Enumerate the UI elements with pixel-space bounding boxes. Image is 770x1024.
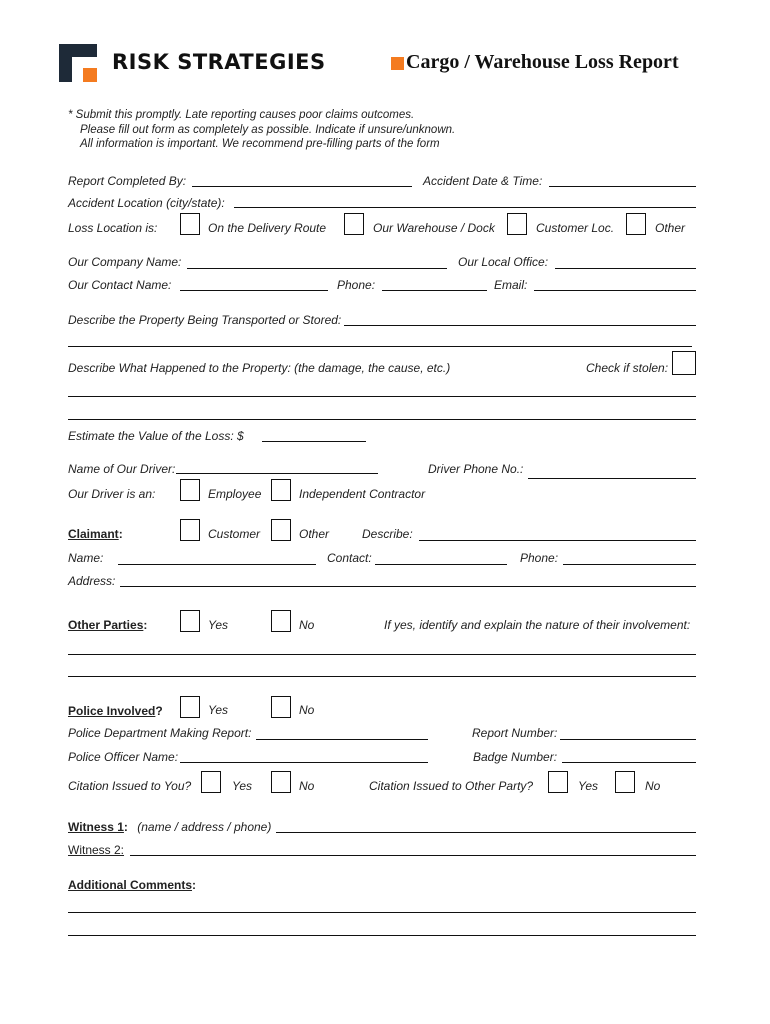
police-no-label: No <box>299 703 315 717</box>
what-happened-field-2[interactable] <box>68 419 696 420</box>
title-accent-square-icon <box>391 57 404 70</box>
independent-contractor-checkbox[interactable] <box>271 479 291 501</box>
local-office-field[interactable] <box>555 268 696 269</box>
police-involved-heading-q: ? <box>155 704 163 718</box>
citation-other-yes-checkbox[interactable] <box>548 771 568 793</box>
customer-loc-label: Customer Loc. <box>536 221 615 235</box>
risk-strategies-logo-icon <box>59 44 97 82</box>
witness1-hint: (name / address / phone) <box>137 820 272 834</box>
estimate-value-label: Estimate the Value of the Loss: $ <box>68 429 244 443</box>
claimant-phone-field[interactable] <box>563 564 696 565</box>
additional-comments-field-2[interactable] <box>68 935 696 936</box>
delivery-route-checkbox[interactable] <box>180 213 200 235</box>
other-parties-no-checkbox[interactable] <box>271 610 291 632</box>
police-dept-label: Police Department Making Report: <box>68 726 252 740</box>
phone-label: Phone: <box>337 278 376 292</box>
claimant-heading-colon: : <box>118 527 123 541</box>
other-location-label: Other <box>655 221 686 235</box>
accident-date-time-field[interactable] <box>549 186 696 187</box>
citation-you-yes-checkbox[interactable] <box>201 771 221 793</box>
citation-you-no-label: No <box>299 779 315 793</box>
citation-you-label: Citation Issued to You? <box>68 779 192 793</box>
describe-what-happened-label: Describe What Happened to the Property: (the damage, the cause, etc.) <box>68 361 451 375</box>
brand-name: RISK STRATEGIES <box>112 50 326 74</box>
accident-location-field[interactable] <box>234 207 696 208</box>
describe-property-field[interactable] <box>344 325 696 326</box>
badge-number-label: Badge Number: <box>473 750 558 764</box>
claimant-address-field[interactable] <box>120 586 696 587</box>
claimant-name-field[interactable] <box>118 564 316 565</box>
police-involved-heading <box>68 704 163 718</box>
customer-loc-checkbox[interactable] <box>507 213 527 235</box>
citation-you-no-checkbox[interactable] <box>271 771 291 793</box>
claimant-address-label: Address: <box>68 574 116 588</box>
our-warehouse-checkbox[interactable] <box>344 213 364 235</box>
additional-comments-field-1[interactable] <box>68 912 696 913</box>
claimant-heading <box>68 527 123 541</box>
driver-name-label: Name of Our Driver: <box>68 462 176 476</box>
email-label: Email: <box>494 278 528 292</box>
claimant-name-label: Name: <box>68 551 104 565</box>
driver-is-label: Our Driver is an: <box>68 487 156 501</box>
other-parties-field-2[interactable] <box>68 676 696 677</box>
claimant-heading-text: Claimant <box>68 527 119 541</box>
other-parties-field-1[interactable] <box>68 654 696 655</box>
driver-phone-field[interactable] <box>528 478 696 479</box>
claimant-contact-label: Contact: <box>327 551 372 565</box>
note-line-2: Please fill out form as completely as possible. Indicate if unsure/unknown. <box>80 124 456 136</box>
note-line-1: * Submit this promptly. Late reporting causes poor claims outcomes. <box>68 109 415 121</box>
describe-property-field-2[interactable] <box>68 346 692 347</box>
additional-comments-heading-text: Additional Comments <box>68 878 193 892</box>
claimant-customer-label: Customer <box>208 527 261 541</box>
other-parties-heading-colon: : <box>143 618 148 632</box>
email-field[interactable] <box>534 290 696 291</box>
witness2-field[interactable] <box>130 855 696 856</box>
report-number-label: Report Number: <box>472 726 558 740</box>
police-involved-heading-text: Police Involved <box>68 704 156 718</box>
other-parties-yes-checkbox[interactable] <box>180 610 200 632</box>
police-no-checkbox[interactable] <box>271 696 291 718</box>
other-parties-heading-text: Other Parties <box>68 618 144 632</box>
officer-name-label: Police Officer Name: <box>68 750 179 764</box>
citation-you-yes-label: Yes <box>232 779 253 793</box>
stolen-checkbox[interactable] <box>672 351 696 375</box>
witness2-label: Witness 2: <box>68 843 125 857</box>
claimant-phone-label: Phone: <box>520 551 559 565</box>
other-parties-heading <box>68 618 147 632</box>
badge-number-field[interactable] <box>562 762 696 763</box>
claimant-describe-field[interactable] <box>419 540 696 541</box>
police-yes-label: Yes <box>208 703 229 717</box>
citation-other-no-checkbox[interactable] <box>615 771 635 793</box>
witness1-field[interactable] <box>276 832 696 833</box>
claimant-other-checkbox[interactable] <box>271 519 291 541</box>
contact-name-field[interactable] <box>180 290 328 291</box>
other-parties-yes-label: Yes <box>208 618 229 632</box>
phone-field[interactable] <box>382 290 487 291</box>
check-if-stolen-label: Check if stolen: <box>586 361 669 375</box>
driver-phone-label: Driver Phone No.: <box>428 462 524 476</box>
employee-label: Employee <box>208 487 262 501</box>
accident-location-label: Accident Location (city/state): <box>68 196 225 210</box>
other-location-checkbox[interactable] <box>626 213 646 235</box>
claimant-contact-field[interactable] <box>375 564 507 565</box>
accident-date-time-label: Accident Date & Time: <box>423 174 543 188</box>
delivery-route-label: On the Delivery Route <box>208 221 327 235</box>
officer-name-field[interactable] <box>180 762 428 763</box>
witness1-label <box>68 820 271 834</box>
independent-contractor-label: Independent Contractor <box>299 487 426 501</box>
other-parties-explain-label: If yes, identify and explain the nature of their involvement: <box>384 618 691 632</box>
claimant-describe-label: Describe: <box>362 527 413 541</box>
what-happened-field-1[interactable] <box>68 396 696 397</box>
citation-other-no-label: No <box>645 779 661 793</box>
contact-name-label: Our Contact Name: <box>68 278 172 292</box>
report-number-field[interactable] <box>560 739 696 740</box>
report-completed-by-label: Report Completed By: <box>68 174 187 188</box>
employee-checkbox[interactable] <box>180 479 200 501</box>
loss-location-label: Loss Location is: <box>68 221 158 235</box>
our-warehouse-label: Our Warehouse / Dock <box>373 221 495 235</box>
local-office-label: Our Local Office: <box>458 255 549 269</box>
claimant-other-label: Other <box>299 527 330 541</box>
claimant-customer-checkbox[interactable] <box>180 519 200 541</box>
driver-name-field[interactable] <box>176 473 378 474</box>
witness1-colon: : <box>123 820 128 834</box>
estimate-value-field[interactable] <box>262 441 366 442</box>
police-dept-field[interactable] <box>256 739 428 740</box>
additional-comments-heading <box>68 878 196 892</box>
police-yes-checkbox[interactable] <box>180 696 200 718</box>
citation-other-yes-label: Yes <box>578 779 599 793</box>
witness1-heading-text: Witness 1 <box>68 820 124 834</box>
form-title: Cargo / Warehouse Loss Report <box>406 51 679 73</box>
describe-property-label: Describe the Property Being Transported or Stored: <box>68 313 342 327</box>
citation-other-label: Citation Issued to Other Party? <box>369 779 534 793</box>
note-line-3: All information is important. We recommend pre-filling parts of the form <box>80 138 440 150</box>
company-name-label: Our Company Name: <box>68 255 182 269</box>
company-name-field[interactable] <box>187 268 447 269</box>
other-parties-no-label: No <box>299 618 315 632</box>
report-completed-by-field[interactable] <box>192 186 412 187</box>
additional-comments-colon: : <box>192 878 197 892</box>
